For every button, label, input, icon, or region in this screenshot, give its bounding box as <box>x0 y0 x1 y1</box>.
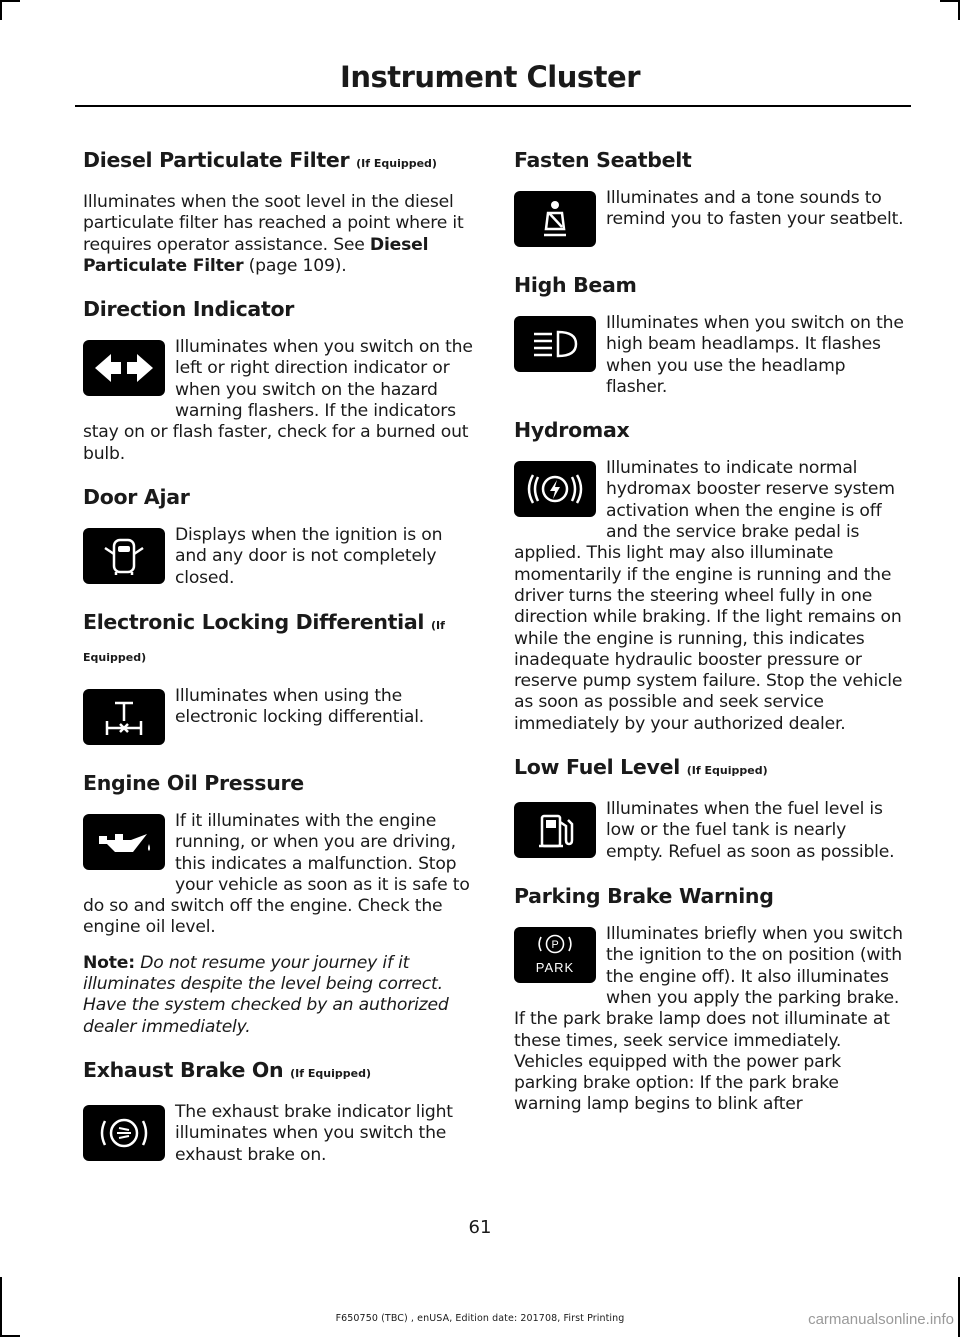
section-parking-brake <box>514 882 908 1116</box>
section-heading: Electronic Locking Differential (If Equipped) <box>83 609 445 664</box>
crop-mark <box>0 1277 2 1337</box>
section-heading: Fasten Seatbelt <box>514 148 692 172</box>
exhaust-brake-icon <box>83 1105 165 1161</box>
park-label: PARK <box>535 960 575 976</box>
section-low-fuel <box>514 753 908 864</box>
section-high-beam <box>514 271 908 398</box>
section-text: If it illuminates with the engine running, or when you are driving, this indicates a malfunction. Stop your vehicle as soon as it is safe to do so and switch off the engine. Check the engine oil level. <box>83 810 470 938</box>
section-heading: Parking Brake Warning <box>514 884 774 909</box>
section-locking-differential <box>83 608 475 751</box>
section-heading: Door Ajar <box>83 484 190 509</box>
left-column <box>83 146 475 1185</box>
section-heading: Direction Indicator <box>83 297 295 322</box>
section-heading: Diesel Particulate Filter (If Equipped) <box>83 148 437 172</box>
section-heading: High Beam <box>514 273 637 297</box>
watermark: carmanualsonline.info <box>808 1311 954 1328</box>
locking-differential-icon <box>83 689 165 745</box>
section-door-ajar <box>83 483 475 590</box>
section-text: Illuminates to indicate normal hydromax booster reserve system activation when the engine is off and the service brake pedal is applied. This light may also illuminate momentarily if the engine is running and the driver turns the steering wheel fully in one direction while braking. If the light remains on while the engine is running, this indicates inadequate hydraulic booster pressure or reserve pump system failure. Stop the vehicle as soon as possible and seek service immediately by your authorized dealer. <box>514 458 903 734</box>
crop-mark <box>0 0 2 20</box>
high-beam-icon <box>514 316 596 372</box>
section-hydromax <box>514 416 908 735</box>
section-text: Illuminates when you switch on the left or right direction indicator or when you switch on the hazard warning flashers. If the indicators stay on or flash faster, check for a burned out bulb. <box>83 337 473 464</box>
parking-brake-icon <box>514 927 596 983</box>
cross-reference-link[interactable]: Diesel Particulate Filter <box>83 234 429 276</box>
section-heading: Exhaust Brake On (If Equipped) <box>83 1057 371 1082</box>
section-exhaust-brake <box>83 1056 475 1167</box>
section-text: Illuminates when the soot level in the diesel particulate filter has reached a point where it requires operator assistance. See Diesel Particulate Filter (page 109). <box>83 192 464 276</box>
section-engine-oil <box>83 769 475 1038</box>
footer-text: F650750 (TBC) , enUSA, Edition date: 201708, First Printing <box>335 1313 625 1324</box>
section-dpf <box>83 146 475 277</box>
header-divider <box>75 105 911 107</box>
section-heading: Low Fuel Level (If Equipped) <box>514 755 768 780</box>
oil-can-icon <box>83 814 165 870</box>
section-direction-indicator <box>83 295 475 465</box>
section-text: Displays when the ignition is on and any door is not completely closed. <box>83 525 475 590</box>
section-heading: Hydromax <box>514 418 630 443</box>
section-text: P PARK Illuminates briefly when you switch the ignition to the on position (with the engine off). It also illuminates when you apply the parking brake. If the park brake lamp does not illuminate at these times, seek service immediately. Vehicles equipped with the power park parking brake option: If the park brake warning lamp begins to blink after <box>514 924 903 1115</box>
section-heading: Engine Oil Pressure <box>83 770 304 795</box>
svg-text:P: P <box>551 939 559 952</box>
crop-mark <box>940 0 960 2</box>
section-text: Illuminates and a tone sounds to remind you to fasten your seatbelt. <box>514 188 908 253</box>
right-column <box>514 146 908 1134</box>
section-text: Illuminates when using the electronic locking differential. <box>83 686 475 751</box>
page-title: Instrument Cluster <box>340 60 640 94</box>
section-seatbelt <box>514 146 908 253</box>
page-number: 61 <box>468 1217 492 1238</box>
note: Note: Do not resume your journey if it illuminates despite the level being correct. Have the system checked by an authorized dealer immediately. <box>83 952 449 1037</box>
section-text: The exhaust brake indicator light illuminates when you switch the exhaust brake on. <box>83 1102 475 1167</box>
fuel-pump-icon <box>514 802 596 858</box>
seatbelt-icon <box>514 191 596 247</box>
door-ajar-icon <box>83 528 165 584</box>
crop-mark <box>0 0 20 2</box>
hydromax-icon <box>514 461 596 517</box>
section-text: Illuminates when you switch on the high beam headlamps. It flashes when you use the headlamp flasher. <box>514 313 908 398</box>
section-text: Illuminates when the fuel level is low or the fuel tank is nearly empty. Refuel as soon as possible. <box>514 799 908 864</box>
arrows-icon <box>83 340 165 396</box>
